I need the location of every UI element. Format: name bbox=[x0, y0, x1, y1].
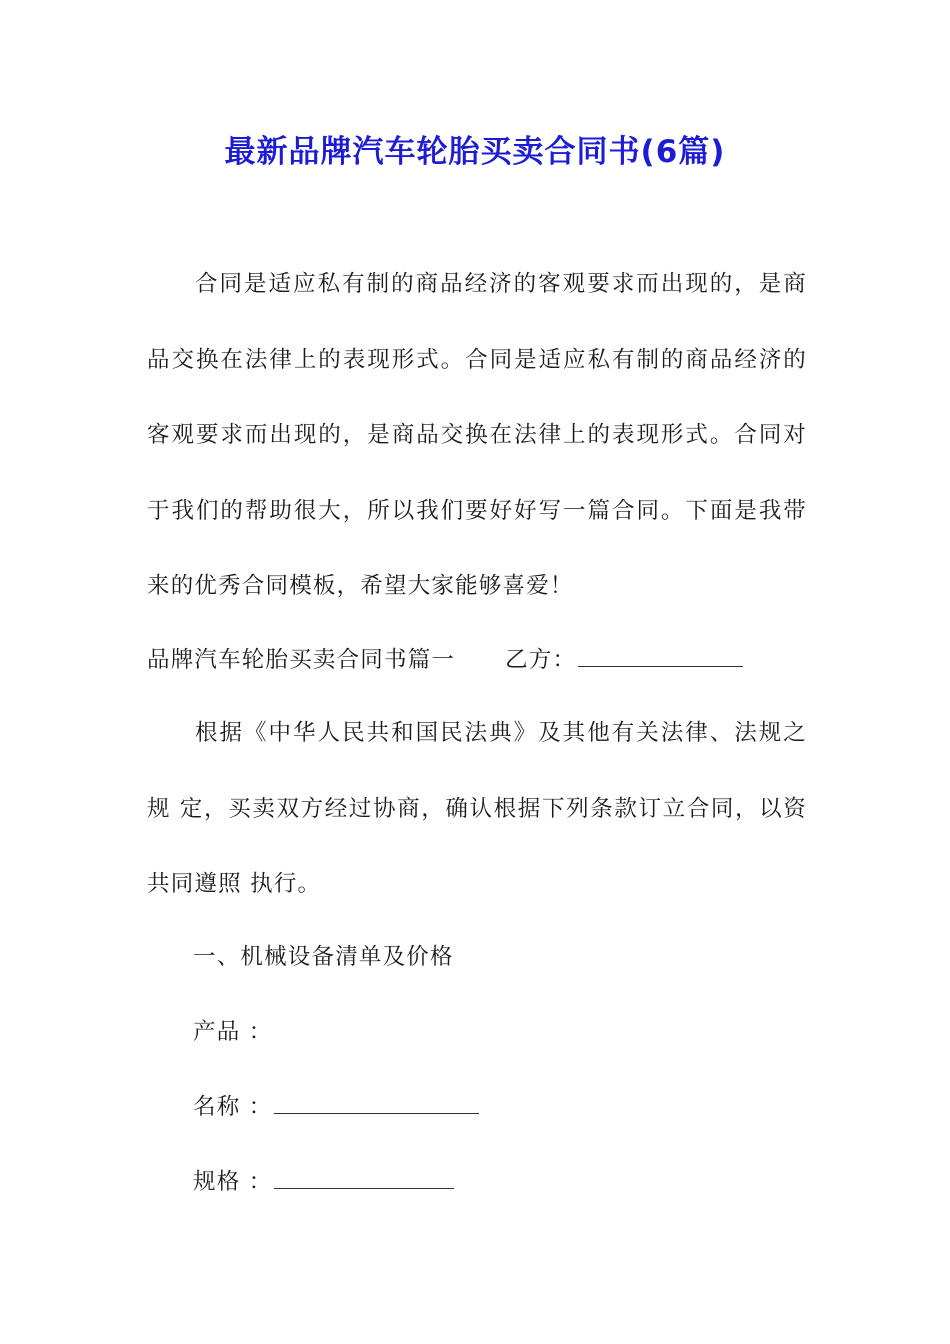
spec-line bbox=[193, 1162, 454, 1202]
spec-label: 规格 ： bbox=[193, 1169, 273, 1195]
item1-heading: 一、机械设备清单及价格 bbox=[193, 944, 454, 970]
party-b-blank bbox=[578, 665, 743, 667]
law-paragraph: 根据《中华人民共和国民法典》及其他有关法律、法规之规 定，买卖双方经过协商，确认根据下列条款订立合同，以资共同遵照 执行。 bbox=[147, 720, 807, 897]
intro-paragraph: 合同是适应私有制的商品经济的客观要求而出现的，是商品交换在法律上的表现形式。合同是适应私有制的商品经济的客观要求而出现的，是商品交换在法律上的表现形式。合同对于我们的帮助很大，所以我们要好好写一篇合同。下面是我带来的优秀合同模板，希望大家能够喜爱！ bbox=[147, 271, 807, 599]
product-line bbox=[193, 1012, 272, 1052]
product-label: 产品 ： bbox=[193, 1019, 273, 1045]
name-label: 名称 ： bbox=[193, 1094, 273, 1120]
name-blank bbox=[274, 1112, 479, 1114]
document-title: 最新品牌汽车轮胎买卖合同书(6篇) bbox=[224, 134, 726, 170]
spec-blank bbox=[274, 1187, 454, 1189]
name-line bbox=[193, 1087, 479, 1127]
section-heading: 品牌汽车轮胎买卖合同书篇一 bbox=[147, 647, 456, 673]
section-line bbox=[147, 640, 743, 680]
party-b-label: 乙方： bbox=[505, 647, 577, 673]
